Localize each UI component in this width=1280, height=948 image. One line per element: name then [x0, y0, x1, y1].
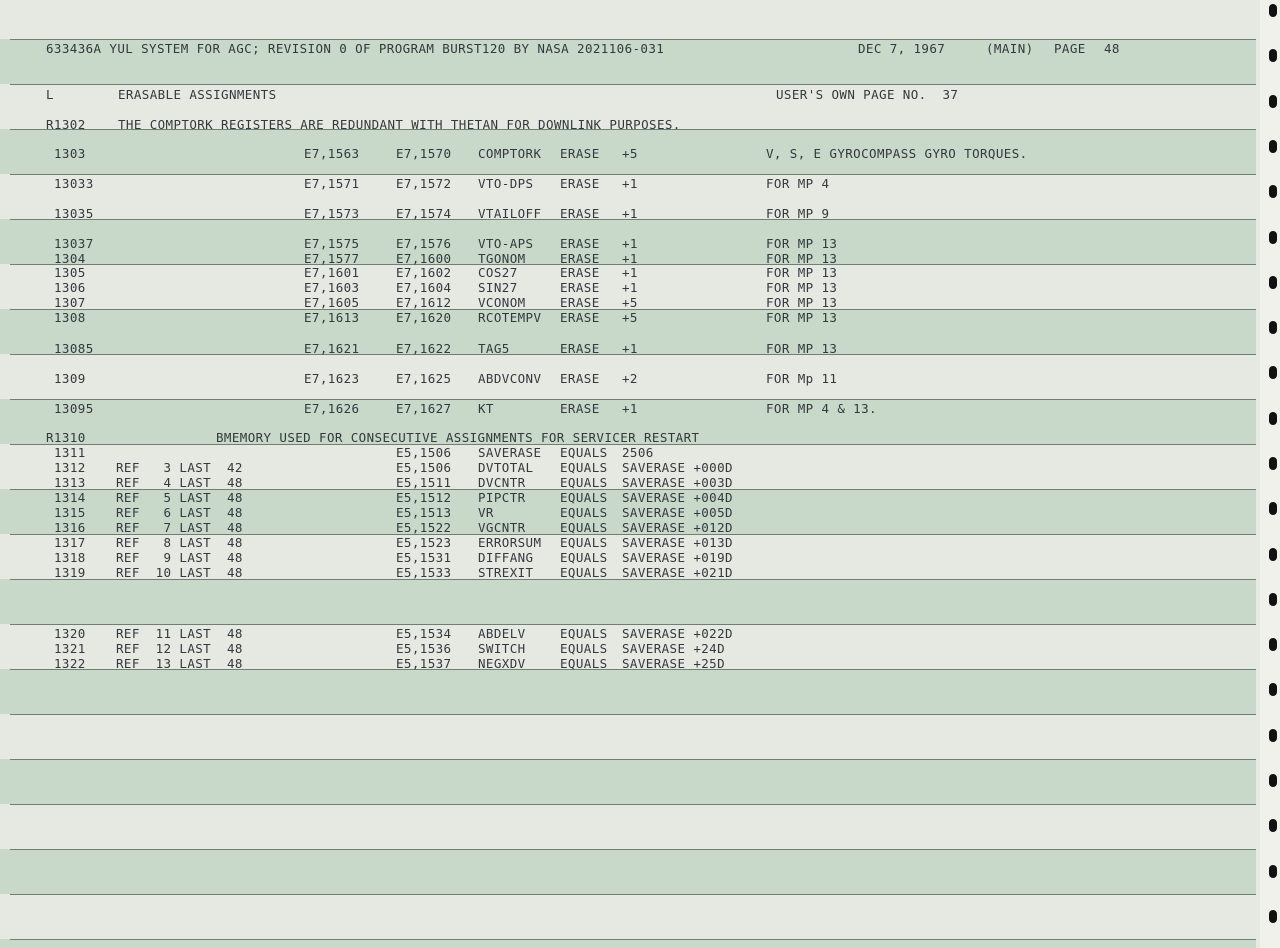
feed-hole — [1269, 366, 1277, 379]
greenbar-band — [0, 939, 1256, 948]
feed-hole — [1269, 774, 1277, 787]
listing-line — [0, 565, 1240, 580]
line-loc: E7,1571 — [304, 176, 360, 191]
line-ref: REF 11 LAST 48 — [116, 626, 243, 641]
line-seq: 1307 — [54, 295, 86, 310]
line-ext: E7,1627 — [396, 401, 452, 416]
line-sym: DIFFANG — [478, 550, 534, 565]
feed-hole — [1269, 412, 1277, 425]
listing-line — [0, 310, 1240, 325]
line-remark: THE COMPTORK REGISTERS ARE REDUNDANT WITH THETAN FOR DOWNLINK PURPOSES. — [118, 117, 681, 132]
line-op: EQUALS — [560, 550, 608, 565]
page-header — [46, 41, 1246, 56]
section-title: ERASABLE ASSIGNMENTS — [118, 87, 277, 102]
line-sym: SWITCH — [478, 641, 526, 656]
line-ref: REF 12 LAST 48 — [116, 641, 243, 656]
line-sym: SAVERASE — [478, 445, 542, 460]
line-remark: BMEMORY USED FOR CONSECUTIVE ASSIGNMENTS FOR SERVICER RESTART — [216, 430, 700, 445]
listing-line — [0, 401, 1240, 416]
line-ext: E7,1620 — [396, 310, 452, 325]
header-date: DEC 7, 1967 — [858, 41, 946, 56]
header-program-info: 633436A YUL SYSTEM FOR AGC; REVISION 0 OF PROGRAM BURST120 BY NASA 2021106-031 — [46, 41, 665, 56]
line-seq: 13085 — [54, 341, 94, 356]
line-op: EQUALS — [560, 505, 608, 520]
line-seq: 13037 — [54, 236, 94, 251]
ruled-line — [10, 84, 1256, 85]
feed-hole — [1269, 4, 1277, 17]
greenbar-band — [0, 579, 1256, 624]
line-ext: E7,1602 — [396, 265, 452, 280]
line-ext: E5,1513 — [396, 505, 452, 520]
line-loc: E7,1563 — [304, 146, 360, 161]
line-ref: REF 3 LAST 42 — [116, 460, 243, 475]
line-op: ERASE — [560, 251, 600, 266]
listing-line — [0, 280, 1240, 295]
line-ref: REF 10 LAST 48 — [116, 565, 243, 580]
feed-hole — [1269, 276, 1277, 289]
feed-hole — [1269, 457, 1277, 470]
line-loc: E7,1573 — [304, 206, 360, 221]
line-sym: SIN27 — [478, 280, 518, 295]
ruled-line — [10, 759, 1256, 760]
feed-hole — [1269, 231, 1277, 244]
line-operand: +1 — [622, 236, 638, 251]
line-op: EQUALS — [560, 626, 608, 641]
line-ref: REF 13 LAST 48 — [116, 656, 243, 671]
line-seq: R1302 — [46, 117, 86, 132]
line-ext: E7,1570 — [396, 146, 452, 161]
listing-line — [0, 535, 1240, 550]
listing-line — [0, 445, 1240, 460]
line-operand: +1 — [622, 341, 638, 356]
feed-hole — [1269, 321, 1277, 334]
line-operand: SAVERASE +012D — [622, 520, 733, 535]
listing-flag: L — [46, 87, 54, 102]
line-sym: COS27 — [478, 265, 518, 280]
listing-line — [0, 490, 1240, 505]
line-op: EQUALS — [560, 490, 608, 505]
line-sym: STREXIT — [478, 565, 534, 580]
line-ext: E5,1534 — [396, 626, 452, 641]
line-comment: FOR MP 13 — [766, 310, 838, 325]
line-op: ERASE — [560, 146, 600, 161]
line-seq: 1308 — [54, 310, 86, 325]
feed-hole — [1269, 185, 1277, 198]
header-section: (MAIN) — [986, 41, 1034, 56]
line-sym: TAG5 — [478, 341, 510, 356]
line-op: ERASE — [560, 236, 600, 251]
line-loc: E7,1577 — [304, 251, 360, 266]
line-loc: E7,1613 — [304, 310, 360, 325]
line-operand: +1 — [622, 401, 638, 416]
line-sym: VR — [478, 505, 494, 520]
line-comment: FOR MP 4 & 13. — [766, 401, 877, 416]
line-comment: FOR MP 13 — [766, 236, 838, 251]
line-seq: 1315 — [54, 505, 86, 520]
line-op: ERASE — [560, 265, 600, 280]
line-op: EQUALS — [560, 641, 608, 656]
listing-line — [0, 117, 1240, 132]
line-sym: VTAILOFF — [478, 206, 542, 221]
listing-line — [0, 236, 1240, 251]
line-loc: E7,1621 — [304, 341, 360, 356]
line-seq: 1311 — [54, 445, 86, 460]
listing-line — [0, 656, 1240, 671]
line-seq: 13095 — [54, 401, 94, 416]
line-operand: 2506 — [622, 445, 654, 460]
listing-line — [0, 550, 1240, 565]
line-comment: FOR MP 13 — [766, 280, 838, 295]
line-seq: 1320 — [54, 626, 86, 641]
line-operand: +5 — [622, 146, 638, 161]
listing-line — [0, 475, 1240, 490]
listing-line — [0, 146, 1240, 161]
ruled-line — [10, 174, 1256, 175]
line-seq: 1306 — [54, 280, 86, 295]
line-ext: E5,1537 — [396, 656, 452, 671]
line-operand: SAVERASE +005D — [622, 505, 733, 520]
line-op: EQUALS — [560, 535, 608, 550]
line-op: EQUALS — [560, 445, 608, 460]
line-ext: E5,1523 — [396, 535, 452, 550]
feed-hole — [1269, 638, 1277, 651]
feed-hole — [1269, 95, 1277, 108]
listing-line — [0, 295, 1240, 310]
feed-hole — [1269, 548, 1277, 561]
feed-hole — [1269, 140, 1277, 153]
line-op: ERASE — [560, 280, 600, 295]
line-operand: +1 — [622, 176, 638, 191]
line-op: ERASE — [560, 310, 600, 325]
ruled-line — [10, 804, 1256, 805]
line-sym: DVTOTAL — [478, 460, 534, 475]
line-sym: VCONOM — [478, 295, 526, 310]
line-ext: E7,1574 — [396, 206, 452, 221]
line-ext: E7,1622 — [396, 341, 452, 356]
line-operand: SAVERASE +25D — [622, 656, 726, 671]
line-sym: NEGXDV — [478, 656, 526, 671]
line-operand: +1 — [622, 280, 638, 295]
line-loc: E7,1603 — [304, 280, 360, 295]
line-ext: E5,1506 — [396, 445, 452, 460]
line-operand: +1 — [622, 265, 638, 280]
line-loc: E7,1601 — [304, 265, 360, 280]
line-ext: E5,1531 — [396, 550, 452, 565]
feed-hole — [1269, 683, 1277, 696]
line-ext: E5,1506 — [396, 460, 452, 475]
line-comment: FOR MP 9 — [766, 206, 830, 221]
line-ext: E5,1512 — [396, 490, 452, 505]
line-op: ERASE — [560, 341, 600, 356]
feed-hole — [1269, 819, 1277, 832]
header-page-label: PAGE — [1054, 41, 1086, 56]
line-operand: +5 — [622, 295, 638, 310]
line-sym: DVCNTR — [478, 475, 526, 490]
line-ref: REF 4 LAST 48 — [116, 475, 243, 490]
line-sym: VTO-DPS — [478, 176, 534, 191]
line-seq: 1318 — [54, 550, 86, 565]
line-seq: 1304 — [54, 251, 86, 266]
line-comment: FOR Mp 11 — [766, 371, 838, 386]
line-loc: E7,1575 — [304, 236, 360, 251]
line-seq: 1321 — [54, 641, 86, 656]
listing-line — [0, 626, 1240, 641]
line-op: ERASE — [560, 401, 600, 416]
line-sym: VGCNTR — [478, 520, 526, 535]
line-seq: 1316 — [54, 520, 86, 535]
line-op: EQUALS — [560, 656, 608, 671]
line-operand: SAVERASE +021D — [622, 565, 733, 580]
line-ext: E7,1600 — [396, 251, 452, 266]
line-op: EQUALS — [560, 460, 608, 475]
ruled-line — [10, 849, 1256, 850]
listing-line — [0, 176, 1240, 191]
line-seq: 1313 — [54, 475, 86, 490]
feed-hole — [1269, 865, 1277, 878]
line-op: EQUALS — [560, 475, 608, 490]
line-operand: +2 — [622, 371, 638, 386]
line-ext: E5,1511 — [396, 475, 452, 490]
line-seq: 1319 — [54, 565, 86, 580]
line-op: ERASE — [560, 371, 600, 386]
line-seq: 1317 — [54, 535, 86, 550]
line-op: EQUALS — [560, 520, 608, 535]
listing-line — [0, 430, 1240, 445]
ruled-line — [10, 39, 1256, 40]
line-op: ERASE — [560, 295, 600, 310]
line-seq: 1303 — [54, 146, 86, 161]
line-ext: E7,1604 — [396, 280, 452, 295]
line-sym: ERRORSUM — [478, 535, 542, 550]
line-ext: E5,1533 — [396, 565, 452, 580]
line-sym: ABDELV — [478, 626, 526, 641]
ruled-line — [10, 714, 1256, 715]
listing-line — [0, 206, 1240, 221]
line-seq: 1314 — [54, 490, 86, 505]
line-operand: +1 — [622, 206, 638, 221]
listing-line — [0, 265, 1240, 280]
header-page-number: 48 — [1104, 41, 1120, 56]
line-seq: R1310 — [46, 430, 86, 445]
greenbar-band — [0, 759, 1256, 804]
feed-hole — [1269, 729, 1277, 742]
listing-line — [0, 520, 1240, 535]
line-ext: E5,1536 — [396, 641, 452, 656]
line-ext: E7,1572 — [396, 176, 452, 191]
line-comment: FOR MP 13 — [766, 341, 838, 356]
tractor-feed-strip — [1260, 0, 1280, 948]
section-header — [46, 87, 1246, 102]
line-ext: E7,1576 — [396, 236, 452, 251]
listing-line — [0, 460, 1240, 475]
line-operand: SAVERASE +000D — [622, 460, 733, 475]
line-sym: VTO-APS — [478, 236, 534, 251]
line-sym: PIPCTR — [478, 490, 526, 505]
line-loc: E7,1626 — [304, 401, 360, 416]
line-ext: E7,1625 — [396, 371, 452, 386]
line-operand: SAVERASE +24D — [622, 641, 726, 656]
line-ref: REF 6 LAST 48 — [116, 505, 243, 520]
line-seq: 1309 — [54, 371, 86, 386]
ruled-line — [10, 399, 1256, 400]
line-operand: +5 — [622, 310, 638, 325]
line-operand: SAVERASE +022D — [622, 626, 733, 641]
line-comment: FOR MP 13 — [766, 295, 838, 310]
line-ref: REF 7 LAST 48 — [116, 520, 243, 535]
line-operand: SAVERASE +019D — [622, 550, 733, 565]
listing-line — [0, 505, 1240, 520]
line-operand: SAVERASE +003D — [622, 475, 733, 490]
listing-line — [0, 641, 1240, 656]
line-seq: 13033 — [54, 176, 94, 191]
line-sym: TGONOM — [478, 251, 526, 266]
line-sym: COMPTORK — [478, 146, 542, 161]
line-seq: 1305 — [54, 265, 86, 280]
line-op: ERASE — [560, 176, 600, 191]
ruled-line — [10, 624, 1256, 625]
line-ext: E5,1522 — [396, 520, 452, 535]
line-seq: 1322 — [54, 656, 86, 671]
line-sym: ABDVCONV — [478, 371, 542, 386]
line-ref: REF 5 LAST 48 — [116, 490, 243, 505]
line-sym: RCOTEMPV — [478, 310, 542, 325]
feed-hole — [1269, 502, 1277, 515]
greenbar-band — [0, 669, 1256, 714]
ruled-line — [10, 894, 1256, 895]
line-ref: REF 9 LAST 48 — [116, 550, 243, 565]
line-seq: 1312 — [54, 460, 86, 475]
line-comment: FOR MP 13 — [766, 251, 838, 266]
line-operand: +1 — [622, 251, 638, 266]
line-comment: V, S, E GYROCOMPASS GYRO TORQUES. — [766, 146, 1028, 161]
line-operand: SAVERASE +013D — [622, 535, 733, 550]
line-comment: FOR MP 13 — [766, 265, 838, 280]
feed-hole — [1269, 49, 1277, 62]
line-op: ERASE — [560, 206, 600, 221]
line-op: EQUALS — [560, 565, 608, 580]
listing-line — [0, 341, 1240, 356]
listing-line — [0, 251, 1240, 266]
line-seq: 13035 — [54, 206, 94, 221]
line-operand: SAVERASE +004D — [622, 490, 733, 505]
greenbar-band — [0, 849, 1256, 894]
listing-line — [0, 371, 1240, 386]
feed-hole — [1269, 593, 1277, 606]
line-ref: REF 8 LAST 48 — [116, 535, 243, 550]
line-loc: E7,1623 — [304, 371, 360, 386]
users-page-number: USER'S OWN PAGE NO. 37 — [776, 87, 959, 102]
line-sym: KT — [478, 401, 494, 416]
line-ext: E7,1612 — [396, 295, 452, 310]
ruled-line — [10, 939, 1256, 940]
line-comment: FOR MP 4 — [766, 176, 830, 191]
line-loc: E7,1605 — [304, 295, 360, 310]
feed-hole — [1269, 910, 1277, 923]
